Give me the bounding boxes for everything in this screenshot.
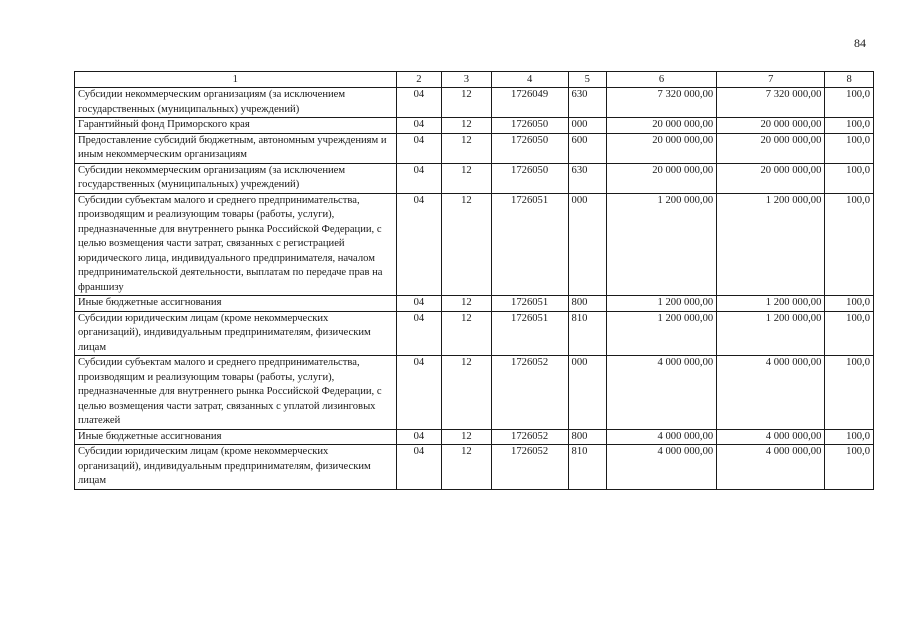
table-row xyxy=(75,445,874,490)
header-col-8: 8 xyxy=(825,72,874,88)
page-number: 84 xyxy=(854,36,866,50)
row-name: Субсидии юридическим лицам (кроме некоммерческих организаций), индивидуальным предпринимателям, физическим лицам xyxy=(75,445,397,490)
header-col-2: 2 xyxy=(396,72,442,88)
row-actual-amount: 20 000 000,00 xyxy=(717,133,825,163)
row-target-article: 1726051 xyxy=(491,296,568,312)
row-percent: 100,0 xyxy=(825,429,874,445)
row-target-article: 1726050 xyxy=(491,133,568,163)
row-planned-amount: 4 000 000,00 xyxy=(606,429,716,445)
row-target-article: 1726050 xyxy=(491,118,568,134)
row-percent: 100,0 xyxy=(825,445,874,490)
row-section: 04 xyxy=(396,356,442,430)
row-subsection: 12 xyxy=(442,118,492,134)
table-row xyxy=(75,311,874,356)
row-expense-type: 600 xyxy=(568,133,606,163)
row-subsection: 12 xyxy=(442,445,492,490)
table-row xyxy=(75,429,874,445)
row-name: Иные бюджетные ассигнования xyxy=(75,296,397,312)
row-percent: 100,0 xyxy=(825,163,874,193)
header-col-5: 5 xyxy=(568,72,606,88)
row-section: 04 xyxy=(396,193,442,296)
row-expense-type: 800 xyxy=(568,429,606,445)
row-actual-amount: 4 000 000,00 xyxy=(717,445,825,490)
row-planned-amount: 20 000 000,00 xyxy=(606,133,716,163)
row-name: Субсидии некоммерческим организациям (за исключением государственных (муниципальных) учреждений) xyxy=(75,88,397,118)
row-expense-type: 000 xyxy=(568,193,606,296)
row-name: Субсидии некоммерческим организациям (за исключением государственных (муниципальных) учреждений) xyxy=(75,163,397,193)
row-expense-type: 810 xyxy=(568,311,606,356)
row-subsection: 12 xyxy=(442,311,492,356)
row-percent: 100,0 xyxy=(825,118,874,134)
row-subsection: 12 xyxy=(442,356,492,430)
row-target-article: 1726051 xyxy=(491,311,568,356)
row-actual-amount: 1 200 000,00 xyxy=(717,296,825,312)
row-target-article: 1726052 xyxy=(491,356,568,430)
row-name: Гарантийный фонд Приморского края xyxy=(75,118,397,134)
row-planned-amount: 20 000 000,00 xyxy=(606,163,716,193)
row-target-article: 1726051 xyxy=(491,193,568,296)
table-row xyxy=(75,193,874,296)
row-target-article: 1726052 xyxy=(491,429,568,445)
row-section: 04 xyxy=(396,88,442,118)
row-expense-type: 630 xyxy=(568,163,606,193)
row-section: 04 xyxy=(396,118,442,134)
row-section: 04 xyxy=(396,445,442,490)
row-percent: 100,0 xyxy=(825,88,874,118)
header-col-4: 4 xyxy=(491,72,568,88)
row-planned-amount: 4 000 000,00 xyxy=(606,356,716,430)
row-name: Субсидии юридическим лицам (кроме некоммерческих организаций), индивидуальным предпринимателям, физическим лицам xyxy=(75,311,397,356)
row-actual-amount: 1 200 000,00 xyxy=(717,311,825,356)
row-subsection: 12 xyxy=(442,429,492,445)
row-planned-amount: 7 320 000,00 xyxy=(606,88,716,118)
row-percent: 100,0 xyxy=(825,311,874,356)
row-name: Субсидии субъектам малого и среднего предпринимательства, производящим и реализующим товары (работы, услуги), предназначенные для внутреннего рынка Российской Федерации, с целью возмещения части затрат, связанных с уплатой лизинговых платежей xyxy=(75,356,397,430)
header-col-3: 3 xyxy=(442,72,492,88)
row-target-article: 1726049 xyxy=(491,88,568,118)
table-row xyxy=(75,296,874,312)
table-row xyxy=(75,88,874,118)
row-actual-amount: 20 000 000,00 xyxy=(717,118,825,134)
header-col-6: 6 xyxy=(606,72,716,88)
row-actual-amount: 4 000 000,00 xyxy=(717,356,825,430)
row-expense-type: 630 xyxy=(568,88,606,118)
table-row xyxy=(75,118,874,134)
row-name: Предоставление субсидий бюджетным, автономным учреждениям и иным некоммерческим организациям xyxy=(75,133,397,163)
row-subsection: 12 xyxy=(442,296,492,312)
row-actual-amount: 20 000 000,00 xyxy=(717,163,825,193)
row-section: 04 xyxy=(396,311,442,356)
row-target-article: 1726052 xyxy=(491,445,568,490)
row-percent: 100,0 xyxy=(825,193,874,296)
row-subsection: 12 xyxy=(442,133,492,163)
budget-table xyxy=(74,71,874,490)
row-actual-amount: 7 320 000,00 xyxy=(717,88,825,118)
header-col-7: 7 xyxy=(717,72,825,88)
header-col-1: 1 xyxy=(75,72,397,88)
row-planned-amount: 1 200 000,00 xyxy=(606,193,716,296)
row-planned-amount: 1 200 000,00 xyxy=(606,311,716,356)
row-subsection: 12 xyxy=(442,193,492,296)
row-expense-type: 810 xyxy=(568,445,606,490)
row-subsection: 12 xyxy=(442,88,492,118)
row-actual-amount: 4 000 000,00 xyxy=(717,429,825,445)
row-percent: 100,0 xyxy=(825,133,874,163)
row-section: 04 xyxy=(396,133,442,163)
table-row xyxy=(75,163,874,193)
row-expense-type: 000 xyxy=(568,356,606,430)
row-subsection: 12 xyxy=(442,163,492,193)
row-percent: 100,0 xyxy=(825,296,874,312)
row-expense-type: 800 xyxy=(568,296,606,312)
row-name: Субсидии субъектам малого и среднего предпринимательства, производящим и реализующим товары (работы, услуги), предназначенные для внутреннего рынка Российской Федерации, с целью возмещения части затрат, связанных с регистрацией юридического лица, индивидуального предпринимателя, началом предпринимательской деятельности, выплатам по передаче прав на франшизу xyxy=(75,193,397,296)
header-row xyxy=(75,72,874,88)
row-name: Иные бюджетные ассигнования xyxy=(75,429,397,445)
row-section: 04 xyxy=(396,429,442,445)
row-target-article: 1726050 xyxy=(491,163,568,193)
row-section: 04 xyxy=(396,296,442,312)
row-planned-amount: 1 200 000,00 xyxy=(606,296,716,312)
table-row xyxy=(75,133,874,163)
row-planned-amount: 4 000 000,00 xyxy=(606,445,716,490)
row-actual-amount: 1 200 000,00 xyxy=(717,193,825,296)
row-percent: 100,0 xyxy=(825,356,874,430)
row-planned-amount: 20 000 000,00 xyxy=(606,118,716,134)
table-row xyxy=(75,356,874,430)
row-expense-type: 000 xyxy=(568,118,606,134)
row-section: 04 xyxy=(396,163,442,193)
